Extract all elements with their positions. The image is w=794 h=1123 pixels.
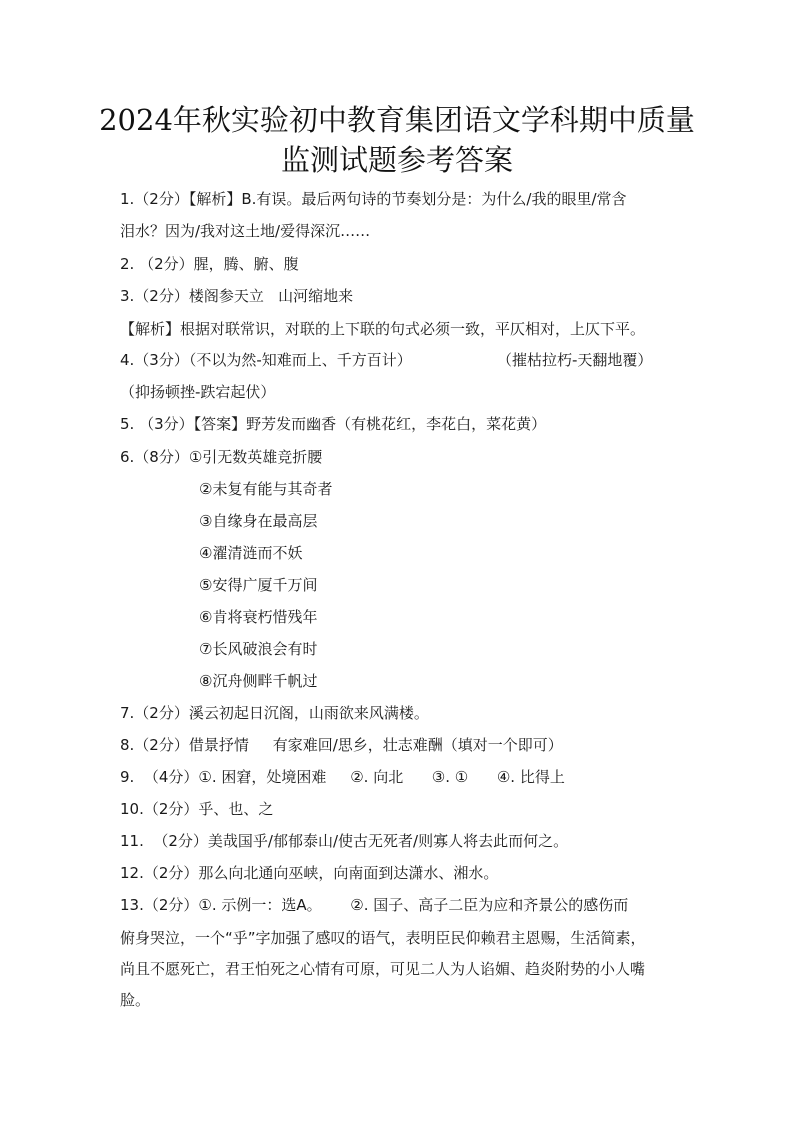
answer-6-item: ⑦长风破浪会有时	[199, 640, 318, 658]
document-title-line-2: 监测试题参考答案	[280, 143, 513, 177]
document-title-line-1: 2024年秋实验初中教育集团语文学科期中质量	[99, 103, 695, 137]
answer-3-analysis: 【解析】根据对联常识，对联的上下联的句式必须一致，平仄相对，上仄下平。	[120, 320, 646, 338]
answer-6-head: 6.（8分）①引无数英雄竞折腰	[120, 448, 323, 466]
answer-6-item: ⑤安得广厦千万间	[199, 576, 318, 594]
answer-6-item: ③自缘身在最高层	[199, 512, 318, 530]
answer-4-line-2: （抑扬顿挫-跌宕起伏）	[120, 383, 276, 401]
answer-8: 8.（2分）借景抒情 有家难回/思乡，壮志难酬（填对一个即可）	[120, 736, 563, 754]
answer-13-line-1: 13.（2分）①. 示例一：选A。 ②. 国子、高子二臣为应和齐景公的感伤而	[120, 896, 629, 914]
answer-13-line-3: 尚且不愿死亡，君王怕死之心情有可原，可见二人为人谄媚、趋炎附势的小人嘴	[120, 960, 646, 978]
answer-6-item: ②未复有能与其奇者	[199, 480, 333, 498]
answer-3-line-1: 3.（2分）楼阁参天立 山河缩地来	[120, 287, 354, 305]
answer-1-line-2: 泪水？因为/我对这土地/爱得深沉……	[120, 222, 371, 240]
answer-12: 12.（2分）那么向北通向巫峡，向南面到达潇水、湘水。	[120, 864, 499, 882]
answer-1-line-1: 1.（2分）【解析】B.有误。最后两句诗的节奏划分是：为什么/我的眼里/常含	[120, 190, 627, 208]
answer-4-line-1b: （摧枯拉朽-天翻地覆）	[497, 351, 653, 369]
answer-10: 10.（2分）乎、也、之	[120, 800, 274, 818]
answer-4-line-1a: 4.（3分）（不以为然-知难而上、千方百计）	[120, 351, 412, 369]
answer-11: 11. （2分）美哉国乎/郁郁泰山/使古无死者/则寡人将去此而何之。	[120, 832, 569, 850]
answer-9: 9. （4分）①. 困窘，处境困难 ②. 向北 ③. ① ④. 比得上	[120, 768, 565, 786]
answer-5: 5. （3分）【答案】野芳发而幽香（有桃花红，李花白，菜花黄）	[120, 415, 547, 433]
answer-13-line-4: 脸。	[120, 991, 151, 1009]
answer-6-item: ④濯清涟而不妖	[199, 544, 303, 562]
answer-6-item: ⑥肯将衰朽惜残年	[199, 608, 318, 626]
answer-7: 7.（2分）溪云初起日沉阁，山雨欲来风满楼。	[120, 704, 429, 722]
answer-6-item: ⑧沉舟侧畔千帆过	[199, 672, 318, 690]
answer-13-line-2: 俯身哭泣，一个“乎”字加强了感叹的语气，表明臣民仰赖君主恩赐，生活简素，	[120, 929, 646, 947]
answer-2: 2. （2分）腥，腾、腑、腹	[120, 255, 299, 273]
